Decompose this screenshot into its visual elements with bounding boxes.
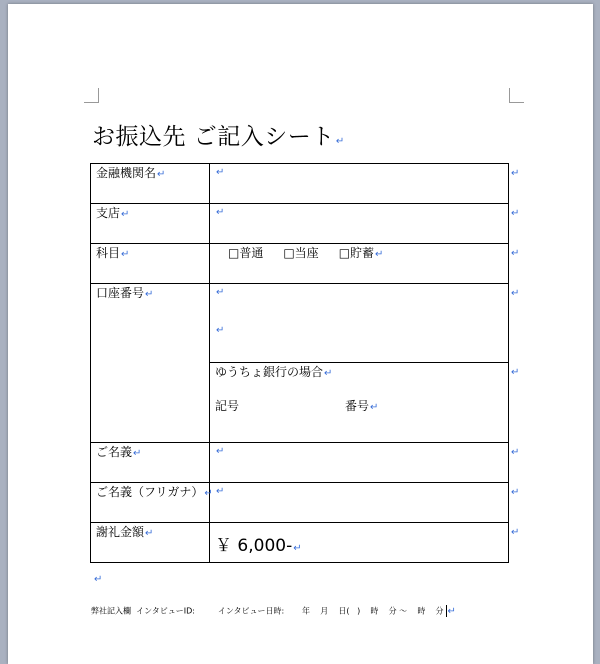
- paragraph-mark-icon: ↵: [447, 605, 456, 617]
- option-futsu-checkbox[interactable]: □普通: [228, 246, 264, 260]
- paragraph-mark-icon: ↵: [293, 543, 302, 554]
- yucho-value-cell[interactable]: [210, 363, 509, 443]
- paragraph-mark-icon: ↵: [145, 289, 154, 300]
- paragraph-mark-icon: ↵: [216, 446, 225, 457]
- fee-label: 謝礼金額: [96, 525, 145, 539]
- row-end-mark-icon: ↵: [511, 208, 520, 219]
- row-end-mark-icon: ↵: [511, 447, 520, 458]
- account-label-cell[interactable]: [91, 284, 210, 443]
- row-end-mark-icon: ↵: [511, 527, 520, 538]
- yucho-title: ゆうちょ銀行の場合: [215, 365, 324, 379]
- branch-label: 支店: [96, 206, 121, 220]
- account-value-cell[interactable]: [210, 284, 509, 363]
- text-cursor: [446, 605, 447, 617]
- paragraph-mark-icon: ↵: [324, 368, 333, 379]
- table-row-fee: [91, 523, 509, 563]
- fee-value-cell[interactable]: [210, 523, 509, 563]
- paragraph-mark-icon: ↵: [216, 325, 225, 336]
- kigo-label: 記号: [215, 399, 240, 413]
- row-end-mark-icon: ↵: [511, 288, 520, 299]
- title-text: お振込先 ご記入シート: [92, 124, 335, 150]
- paragraph-mark-icon: ↵: [216, 167, 225, 178]
- table-row-bank: [91, 164, 509, 204]
- paragraph-mark-icon: ↵: [216, 287, 225, 298]
- page-title[interactable]: [92, 118, 345, 151]
- row-end-mark-icon: ↵: [511, 248, 520, 259]
- office-use-footer[interactable]: [91, 605, 531, 617]
- margin-corner-top-left: [84, 88, 99, 103]
- paragraph-mark-icon: ↵: [216, 486, 225, 497]
- paragraph-mark-icon: ↵: [133, 448, 142, 459]
- branch-value-cell[interactable]: [210, 204, 509, 244]
- paragraph-mark-icon: ↵: [204, 488, 213, 499]
- name-kana-label: ご名義（フリガナ）: [96, 485, 204, 499]
- paragraph-mark-icon: ↵: [335, 136, 345, 147]
- paragraph-mark-icon: ↵: [145, 528, 154, 539]
- paragraph-mark-icon: ↵: [375, 249, 384, 260]
- row-end-mark-icon: ↵: [511, 168, 520, 179]
- subject-label-cell[interactable]: [91, 244, 210, 284]
- table-row-subject: [91, 244, 509, 284]
- table-row-account: [91, 284, 509, 363]
- fee-label-cell[interactable]: [91, 523, 210, 563]
- table-row-name-kana: [91, 483, 509, 523]
- table-row-name: [91, 443, 509, 483]
- row-end-mark-icon: ↵: [511, 487, 520, 498]
- margin-corner-top-right: [509, 88, 524, 103]
- branch-label-cell[interactable]: [91, 204, 210, 244]
- bank-value-cell[interactable]: [210, 164, 509, 204]
- option-chochiku-checkbox[interactable]: □貯蓄: [338, 246, 375, 260]
- table-row-branch: [91, 204, 509, 244]
- bank-label: 金融機関名: [96, 166, 157, 180]
- footer-text: 弊社記入欄 インタビューID: インタビュー日時: 年 月 日( ) 時 分 ～ 時 分: [91, 606, 444, 616]
- account-label: 口座番号: [96, 286, 145, 300]
- name-label-cell[interactable]: [91, 443, 210, 483]
- subject-value-cell[interactable]: [210, 244, 509, 284]
- name-value-cell[interactable]: [210, 443, 509, 483]
- fee-amount: ￥ 6,000-: [215, 536, 293, 556]
- bango-label: 番号: [345, 399, 370, 413]
- name-label: ご名義: [96, 445, 133, 459]
- option-toza-checkbox[interactable]: □当座: [283, 246, 319, 260]
- paragraph-mark-icon: ↵: [121, 209, 130, 220]
- bank-label-cell[interactable]: [91, 164, 210, 204]
- subject-label: 科目: [96, 246, 121, 260]
- name-kana-label-cell[interactable]: [91, 483, 213, 523]
- paragraph-mark-icon: ↵: [157, 169, 166, 180]
- name-kana-value-cell[interactable]: [210, 483, 509, 523]
- transfer-form-table: [90, 163, 509, 563]
- paragraph-mark-icon: ↵: [216, 207, 225, 218]
- empty-paragraph-mark-icon: ↵: [94, 574, 103, 585]
- document-page: [8, 4, 593, 664]
- row-end-mark-icon: ↵: [511, 367, 520, 378]
- paragraph-mark-icon: ↵: [121, 249, 130, 260]
- paragraph-mark-icon: ↵: [370, 402, 379, 413]
